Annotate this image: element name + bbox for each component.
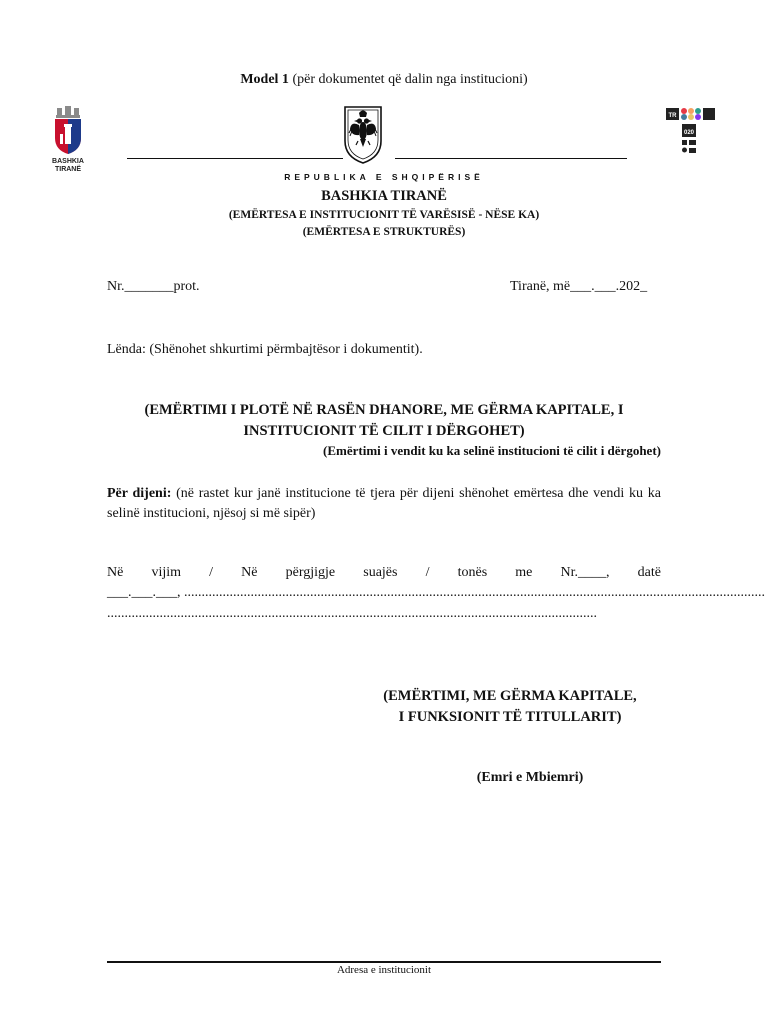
bashkia-tirane-logo <box>48 106 88 174</box>
per-dijeni-label: Për dijeni: <box>107 486 172 501</box>
tirana-coat-of-arms-icon <box>48 106 88 156</box>
subject-line: Lënda: (Shënohet shkurtimi përmbajtësor i dokumentit). <box>107 342 423 357</box>
header-rule-right <box>395 158 627 159</box>
bashkia-heading: BASHKIA TIRANË <box>321 188 447 204</box>
structure-line: (EMËRTESA E STRUKTURËS) <box>302 226 466 238</box>
tirana-2020-logo-icon <box>666 106 716 163</box>
body-word: Nr.____, <box>560 565 610 580</box>
body-first-line <box>107 565 661 581</box>
body-third-line: ............................................................................................................................................ <box>107 606 597 621</box>
signatory-title <box>360 686 660 728</box>
per-dijeni-paragraph <box>107 484 661 524</box>
svg-text:TR: TR <box>668 113 677 119</box>
body-word: / <box>209 565 214 580</box>
body-word: Në <box>107 565 124 580</box>
signatory-title-line2: I FUNKSIONIT TË TITULLARIT) <box>398 709 622 725</box>
institution-line: (EMËRTESA E INSTITUCIONIT TË VARËSISË - NËSE KA) <box>228 209 540 221</box>
body-word: përgjigje <box>285 565 336 580</box>
model-note: (për dokumentet që dalin nga institucioni) <box>292 72 528 87</box>
footer-address: Adresa e institucionit <box>336 964 432 976</box>
body-word: tonës <box>457 565 488 580</box>
protocol-number: Nr._______prot. <box>107 279 200 294</box>
left-logo-caption: BASHKIA TIRANË <box>52 158 84 173</box>
recipient-location: (Emërtimi i vendit ku ka selinë institucioni të cilit i dërgohet) <box>323 443 661 458</box>
body-word: vijim <box>151 565 182 580</box>
albanian-eagle-emblem-icon <box>343 103 383 165</box>
model-heading <box>0 72 768 88</box>
document-date: Tiranë, më___.___.202_ <box>510 279 648 294</box>
signatory-name: (Emri e Mbiemri) <box>476 770 584 785</box>
per-dijeni-text: (në rastet kur janë institucione të tjera për dijeni shënohet emërtesa dhe vendi ku ka selinë institucioni, njësoj si më sipër) <box>107 486 661 521</box>
body-word: suajës <box>363 565 398 580</box>
body-word: Në <box>241 565 258 580</box>
recipient-title: (EMËRTIMI I PLOTË NË RASËN DHANORE, ME GËRMA KAPITALE, I INSTITUCIONIT TË CILIT I DËRGOHET) <box>144 402 624 439</box>
svg-text:020: 020 <box>683 130 695 136</box>
body-word: / <box>425 565 430 580</box>
model-label: Model 1 <box>240 72 289 87</box>
body-word: datë <box>637 565 661 580</box>
header-rule-left <box>127 158 343 159</box>
republika-heading: REPUBLIKA E SHQIPËRISË <box>284 172 484 182</box>
signatory-title-line1: (EMËRTIMI, ME GËRMA KAPITALE, <box>383 688 637 704</box>
body-word: me <box>515 565 533 580</box>
footer-rule <box>107 961 661 963</box>
body-second-line: ___.___.___, ...................................................................................................................................................................... <box>107 585 765 600</box>
